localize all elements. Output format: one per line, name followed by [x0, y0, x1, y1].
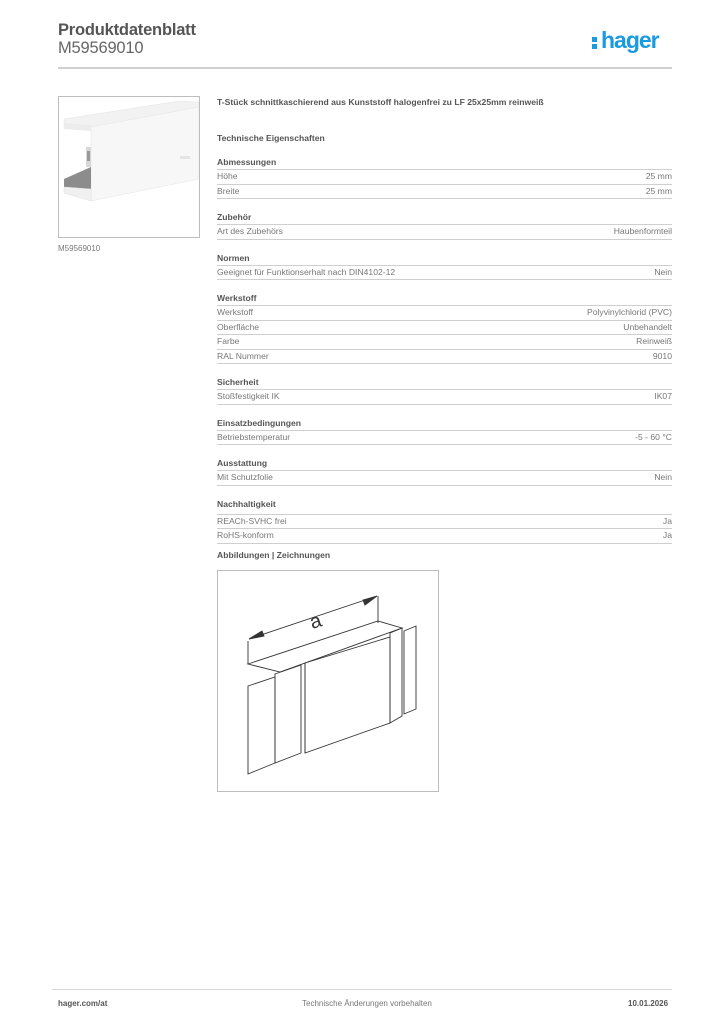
logo-text: hager [601, 27, 659, 53]
property-label: Farbe [217, 336, 240, 346]
group-werkstoff [217, 292, 672, 364]
property-label: Art des Zubehörs [217, 226, 283, 236]
property-row [217, 431, 672, 446]
t-piece-dimension-drawing-icon [218, 571, 438, 791]
property-label: Geeignet für Funktionserhalt nach DIN4102-12 [217, 266, 396, 277]
property-value: 9010 [652, 350, 672, 361]
group-title: Werkstoff [217, 292, 672, 306]
group-title: Einsatzbedingungen [217, 417, 672, 431]
group-title: Ausstattung [217, 457, 672, 471]
footer-date: 10.01.2026 [628, 999, 669, 1008]
group-abmessungen [217, 156, 672, 199]
property-label: RAL Nummer [217, 350, 269, 361]
property-label: REACh-SVHC frei [217, 515, 287, 526]
property-row [217, 321, 672, 336]
group-title: Zubehör [217, 211, 672, 225]
property-label: Mit Schutzfolie [217, 472, 273, 482]
group-title: Normen [217, 252, 672, 266]
property-value: 25 mm [645, 171, 672, 181]
product-details [217, 96, 672, 556]
property-value: Reinweiß [636, 336, 672, 346]
property-row [217, 390, 672, 405]
property-row [217, 350, 672, 365]
group-sicherheit [217, 376, 672, 405]
property-row [217, 185, 672, 200]
property-value: Nein [654, 266, 672, 277]
property-row [217, 471, 672, 486]
property-value: Polyvinylchlorid (PVC) [586, 307, 672, 317]
property-label: Stoßfestigkeit IK [217, 391, 280, 401]
property-row [217, 335, 672, 350]
property-row [217, 266, 672, 281]
group-title: Nachhaltigkeit [217, 498, 672, 515]
group-title: Sicherheit [217, 376, 672, 390]
group-title: Abmessungen [217, 156, 672, 170]
footer-disclaimer: Technische Änderungen vorbehalten [302, 999, 432, 1008]
group-normen [217, 252, 672, 281]
property-label: Höhe [217, 171, 238, 181]
hager-logo [592, 27, 659, 54]
figures-heading: Abbildungen | Zeichnungen [217, 550, 331, 560]
footer-website-link[interactable]: hager.com/at [58, 999, 108, 1008]
technical-drawing [217, 570, 439, 792]
property-value: Nein [654, 472, 672, 482]
svg-text:a: a [306, 609, 325, 634]
property-value: Unbehandelt [623, 321, 672, 332]
product-image [58, 96, 200, 238]
property-value: -5 - 60 °C [635, 431, 672, 442]
cable-trunking-profile-icon [59, 97, 199, 237]
group-einsatzbedingungen [217, 417, 672, 446]
property-row [217, 225, 672, 240]
property-row [217, 170, 672, 185]
property-row [217, 529, 672, 544]
header-divider [58, 67, 672, 69]
group-nachhaltigkeit [217, 498, 672, 544]
property-row [217, 515, 672, 530]
property-label: Werkstoff [217, 307, 253, 317]
article-number: M59569010 [58, 39, 144, 57]
property-label: RoHS-konform [217, 530, 274, 540]
property-label: Betriebstemperatur [217, 431, 291, 442]
product-image-caption: M59569010 [58, 244, 101, 253]
property-value: IK07 [654, 391, 672, 401]
property-value: Ja [662, 530, 672, 540]
property-value: Ja [662, 515, 672, 526]
property-value: Haubenformteil [613, 226, 672, 236]
group-zubehoer [217, 211, 672, 240]
property-label: Breite [217, 185, 240, 196]
page-title: Produktdatenblatt [58, 21, 196, 39]
footer-divider [52, 989, 672, 990]
product-description: T-Stück schnittkaschierend aus Kunststoff halogenfrei zu LF 25x25mm reinweiß [217, 97, 544, 107]
technical-properties-heading: Technische Eigenschaften [217, 133, 325, 143]
group-ausstattung [217, 457, 672, 486]
logo-colon-icon [592, 33, 600, 49]
property-row [217, 306, 672, 321]
property-value: 25 mm [645, 185, 672, 196]
property-label: Oberfläche [217, 321, 260, 332]
